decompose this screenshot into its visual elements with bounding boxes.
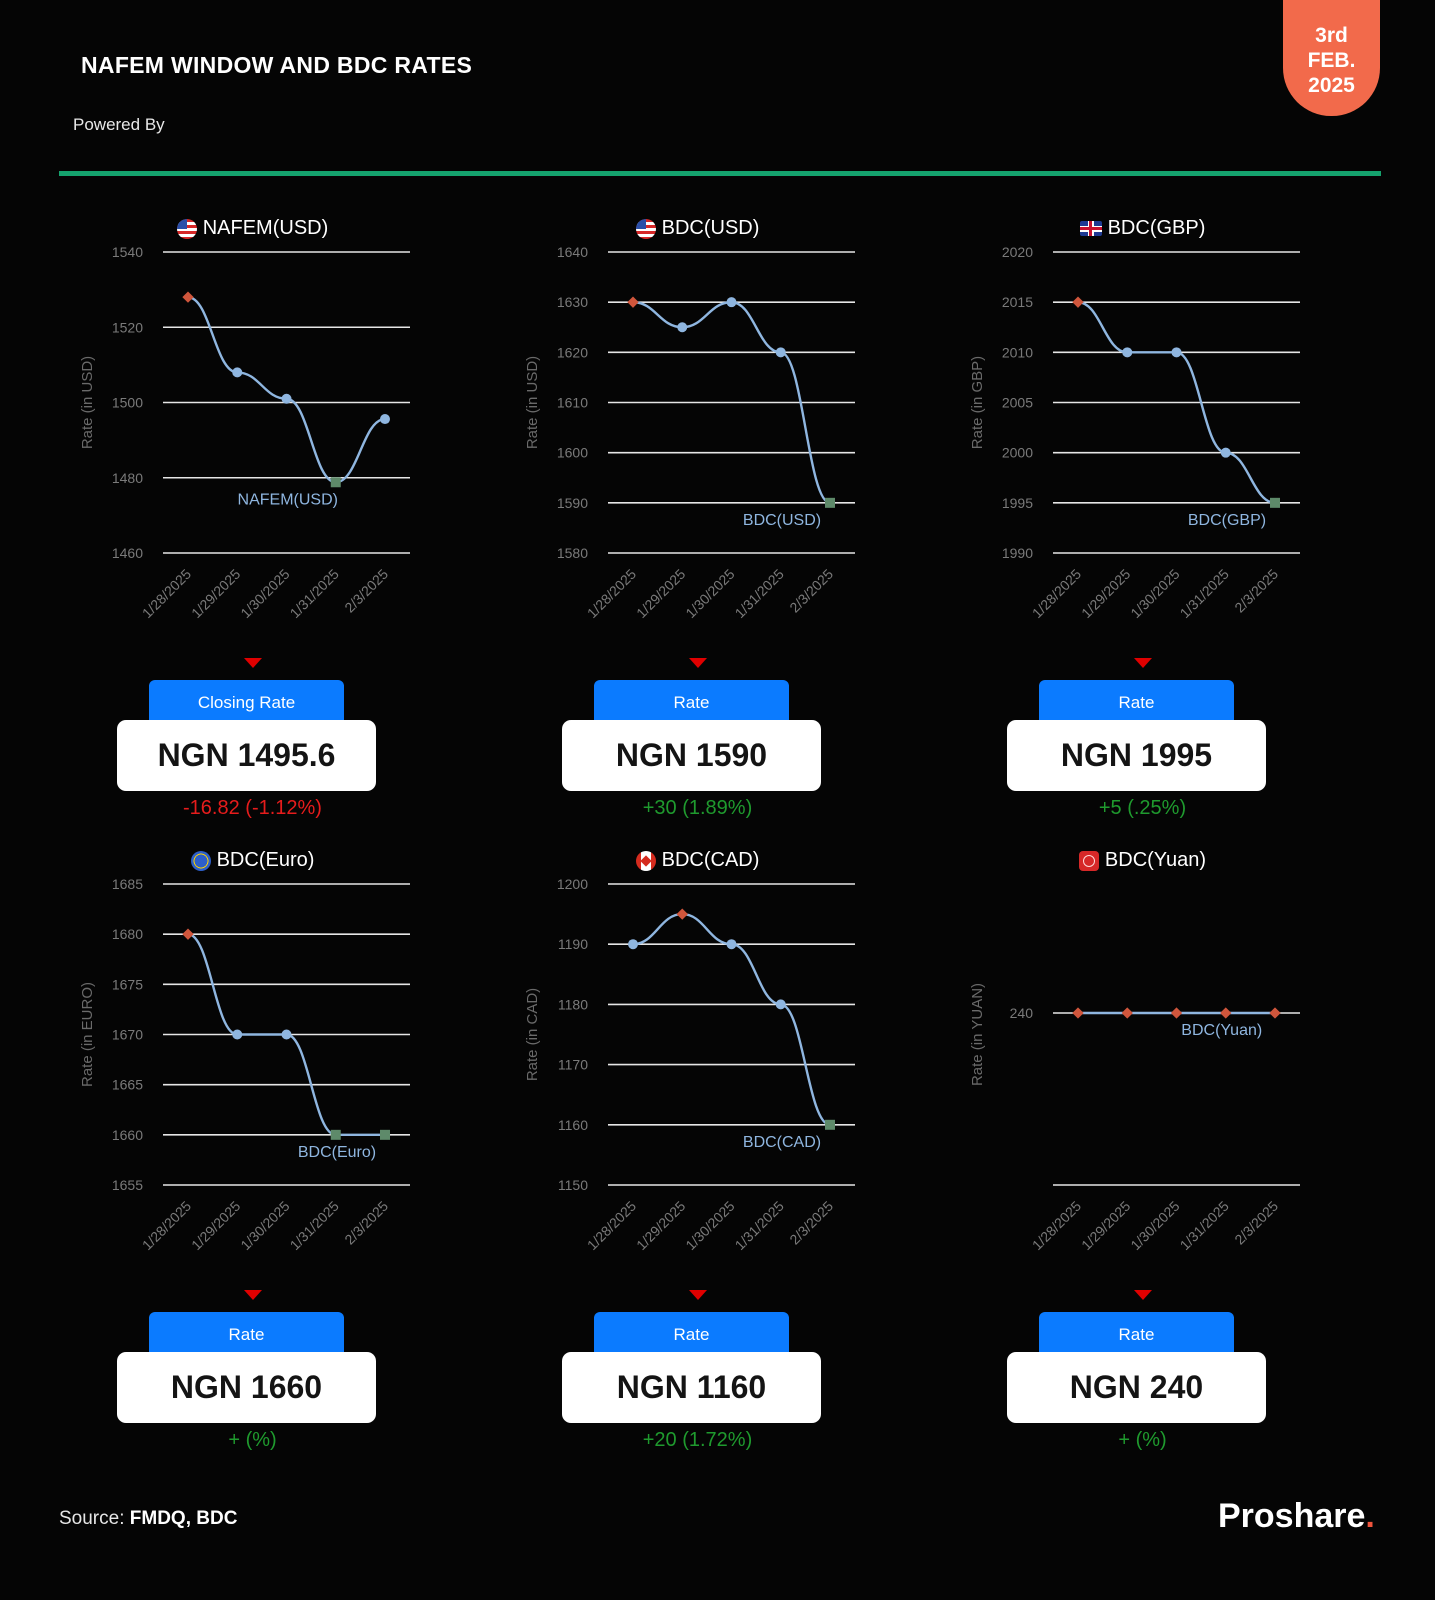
rate-value: NGN 1160 — [562, 1352, 821, 1423]
rate-value: NGN 1590 — [562, 720, 821, 791]
x-tick-label: 1/28/2025 — [138, 1197, 195, 1254]
down-arrow-icon — [475, 655, 920, 673]
y-tick-label: 1600 — [556, 444, 588, 461]
y-tick-label: 1500 — [111, 394, 143, 411]
line-chart — [475, 827, 920, 1267]
x-tick-label: 1/30/2025 — [1127, 1197, 1183, 1254]
rate-change: + (%) — [228, 1429, 277, 1451]
y-tick-label: 1990 — [1001, 545, 1033, 561]
y-tick-label: 1190 — [557, 936, 588, 953]
y-tick-label: 1655 — [111, 1177, 143, 1193]
x-tick-label: 1/28/2025 — [583, 565, 640, 622]
rate-change: +20 (1.72%) — [642, 1429, 753, 1451]
x-tick-label: 2/3/2025 — [786, 565, 837, 616]
y-tick-label: 1685 — [111, 876, 143, 892]
proshare-logo — [1218, 1497, 1375, 1536]
y-tick-label: 1170 — [557, 1056, 588, 1073]
max-marker — [1122, 1007, 1133, 1018]
min-marker — [331, 477, 341, 487]
chart-title-text: BDC(Yuan) — [1104, 849, 1207, 871]
data-point — [380, 414, 390, 424]
y-tick-label: 1200 — [556, 876, 588, 892]
data-point — [628, 939, 638, 949]
y-tick-label: 2020 — [1001, 244, 1033, 260]
data-point — [727, 939, 737, 949]
data-point — [282, 1030, 292, 1040]
y-tick-label: 1675 — [111, 976, 143, 993]
y-axis-label: Rate (in YUAN) — [969, 982, 986, 1087]
y-axis-label: Rate (in EURO) — [79, 981, 96, 1088]
x-tick-label: 1/29/2025 — [633, 565, 689, 622]
max-marker — [1269, 1007, 1280, 1018]
rate-change: + (%) — [1118, 1429, 1167, 1451]
powered-by-label: Powered By — [73, 115, 165, 134]
min-marker — [331, 1130, 341, 1140]
y-tick-label: 1680 — [111, 926, 143, 943]
x-tick-label: 2/3/2025 — [341, 565, 392, 616]
y-tick-label: 1995 — [1001, 494, 1033, 511]
data-point — [677, 322, 687, 332]
x-tick-label: 1/29/2025 — [188, 1197, 244, 1254]
series-line — [188, 297, 385, 482]
line-chart — [475, 195, 920, 635]
y-tick-label: 1630 — [556, 294, 588, 311]
data-point — [776, 347, 786, 357]
y-tick-label: 1540 — [111, 244, 143, 260]
rate-value: NGN 1995 — [1007, 720, 1266, 791]
series-label: BDC(CAD) — [742, 1133, 822, 1151]
down-arrow-icon — [30, 655, 475, 673]
rate-label-tab: Rate — [149, 1312, 344, 1358]
max-marker — [677, 908, 688, 919]
y-axis-label: Rate (in USD) — [524, 355, 541, 450]
date-badge — [1283, 0, 1380, 116]
chart-title-text: BDC(Euro) — [216, 849, 315, 871]
x-tick-label: 1/28/2025 — [138, 565, 195, 622]
chart-panel-4 — [30, 827, 475, 1457]
y-tick-label: 1620 — [556, 344, 588, 361]
max-marker — [627, 297, 638, 308]
source-prefix: Source: — [59, 1508, 125, 1529]
x-tick-label: 1/31/2025 — [1176, 565, 1232, 622]
y-axis-label: Rate (in USD) — [79, 355, 96, 450]
min-marker — [380, 1130, 390, 1140]
rate-label-tab: Rate — [594, 1312, 789, 1358]
y-tick-label: 2000 — [1001, 444, 1033, 461]
chart-title-text: BDC(USD) — [661, 217, 760, 239]
rate-value: NGN 240 — [1007, 1352, 1266, 1423]
data-point — [1172, 347, 1182, 357]
chart-title-text: NAFEM(USD) — [202, 217, 329, 239]
data-point — [727, 297, 737, 307]
rate-label-tab: Rate — [594, 680, 789, 726]
x-tick-label: 1/30/2025 — [682, 565, 738, 622]
page-title: NAFEM WINDOW AND BDC RATES — [81, 52, 473, 78]
down-arrow-icon — [30, 1287, 475, 1305]
header-divider — [59, 171, 1381, 176]
y-tick-label: 1480 — [111, 469, 143, 486]
line-chart — [30, 827, 475, 1267]
series-label: BDC(USD) — [742, 511, 822, 529]
min-marker — [825, 498, 835, 508]
x-tick-label: 1/30/2025 — [1127, 565, 1183, 622]
chart-panel-3 — [920, 195, 1365, 825]
max-marker — [1220, 1007, 1231, 1018]
y-tick-label: 1180 — [557, 996, 588, 1013]
date-day: 3rd — [1315, 23, 1348, 47]
x-tick-label: 2/3/2025 — [786, 1197, 837, 1248]
rate-change: -16.82 (-1.12%) — [183, 797, 322, 819]
y-tick-label: 240 — [1009, 1005, 1033, 1021]
y-tick-label: 1160 — [557, 1116, 588, 1133]
max-marker — [1072, 297, 1083, 308]
rate-change: +5 (.25%) — [1098, 797, 1187, 819]
x-tick-label: 1/31/2025 — [731, 565, 787, 622]
data-point — [1221, 448, 1231, 458]
data-point — [776, 999, 786, 1009]
line-chart — [920, 195, 1365, 635]
x-tick-label: 1/29/2025 — [1078, 1197, 1134, 1254]
chart-panel-6 — [920, 827, 1365, 1457]
rate-value: NGN 1495.6 — [117, 720, 376, 791]
date-year: 2025 — [1308, 73, 1355, 97]
data-point — [232, 367, 242, 377]
source-names: FMDQ, BDC — [129, 1508, 238, 1529]
y-tick-label: 1610 — [556, 394, 588, 411]
y-tick-label: 1520 — [111, 319, 143, 336]
x-tick-label: 1/28/2025 — [1028, 1197, 1085, 1254]
chart-panel-1 — [30, 195, 475, 825]
max-marker — [1171, 1007, 1182, 1018]
max-marker — [1072, 1007, 1083, 1018]
series-label: BDC(GBP) — [1187, 511, 1267, 529]
data-point — [282, 394, 292, 404]
x-tick-label: 2/3/2025 — [1231, 565, 1282, 616]
x-tick-label: 1/31/2025 — [1176, 1197, 1232, 1254]
x-tick-label: 1/31/2025 — [286, 1197, 342, 1254]
chart-title-text: BDC(CAD) — [661, 849, 760, 871]
down-arrow-icon — [920, 655, 1365, 673]
y-tick-label: 1670 — [111, 1026, 143, 1043]
line-chart — [30, 195, 475, 635]
series-label: BDC(Euro) — [297, 1143, 377, 1161]
y-tick-label: 1665 — [111, 1076, 143, 1093]
x-tick-label: 1/29/2025 — [1078, 565, 1134, 622]
x-tick-label: 1/31/2025 — [731, 1197, 787, 1254]
x-tick-label: 1/30/2025 — [682, 1197, 738, 1254]
y-axis-label: Rate (in GBP) — [969, 355, 986, 450]
x-tick-label: 1/31/2025 — [286, 565, 342, 622]
y-tick-label: 1460 — [111, 545, 143, 561]
x-tick-label: 1/29/2025 — [188, 565, 244, 622]
max-marker — [182, 291, 193, 302]
y-tick-label: 1580 — [556, 545, 588, 561]
rate-value: NGN 1660 — [117, 1352, 376, 1423]
min-marker — [1270, 498, 1280, 508]
x-tick-label: 1/30/2025 — [237, 565, 293, 622]
y-tick-label: 1660 — [111, 1126, 143, 1143]
line-chart — [920, 827, 1365, 1267]
series-label: BDC(Yuan) — [1181, 1022, 1263, 1039]
x-tick-label: 1/28/2025 — [583, 1197, 640, 1254]
x-tick-label: 2/3/2025 — [1231, 1197, 1282, 1248]
max-marker — [182, 929, 193, 940]
x-tick-label: 1/29/2025 — [633, 1197, 689, 1254]
series-label: NAFEM(USD) — [237, 491, 338, 509]
data-point — [1122, 347, 1132, 357]
y-tick-label: 2005 — [1001, 394, 1033, 411]
y-tick-label: 1640 — [556, 244, 588, 260]
rate-label-tab: Rate — [1039, 680, 1234, 726]
down-arrow-icon — [475, 1287, 920, 1305]
logo-dot: . — [1365, 1497, 1375, 1535]
rate-label-tab: Rate — [1039, 1312, 1234, 1358]
y-tick-label: 2010 — [1001, 344, 1033, 361]
chart-panel-2 — [475, 195, 920, 825]
y-tick-label: 1590 — [556, 494, 588, 511]
rate-label-tab: Closing Rate — [149, 680, 344, 726]
data-point — [232, 1030, 242, 1040]
min-marker — [825, 1120, 835, 1130]
chart-panel-5 — [475, 827, 920, 1457]
rate-change: +30 (1.89%) — [642, 797, 753, 819]
logo-text: Proshare — [1218, 1497, 1366, 1535]
x-tick-label: 2/3/2025 — [341, 1197, 392, 1248]
x-tick-label: 1/28/2025 — [1028, 565, 1085, 622]
date-month: FEB. — [1307, 48, 1356, 72]
source-note — [59, 1508, 237, 1530]
y-tick-label: 1150 — [557, 1177, 588, 1193]
chart-title-text: BDC(GBP) — [1107, 217, 1206, 239]
y-tick-label: 2015 — [1001, 294, 1033, 311]
x-tick-label: 1/30/2025 — [237, 1197, 293, 1254]
down-arrow-icon — [920, 1287, 1365, 1305]
y-axis-label: Rate (in CAD) — [524, 987, 541, 1082]
